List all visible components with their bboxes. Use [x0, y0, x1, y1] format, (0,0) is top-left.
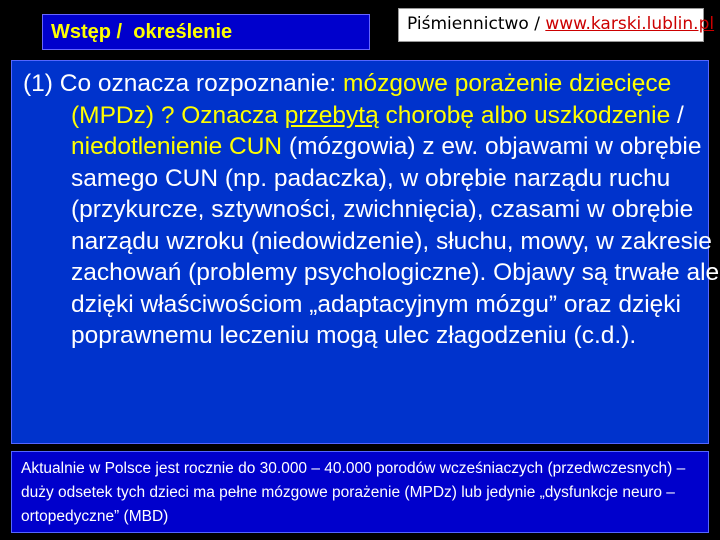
- text-separator: /: [670, 101, 684, 129]
- text-diagnosis: mózgowe porażenie dziecięce (MPDz) ? Oznacza: [71, 70, 672, 129]
- main-content-panel: [11, 60, 720, 444]
- text-hypoxia: niedotlenienie CUN: [71, 133, 283, 160]
- reference-box: [398, 8, 715, 42]
- text-intro: (1) Co oznacza rozpoznanie:: [23, 70, 344, 97]
- reference-line: [407, 14, 714, 34]
- text-description: (mózgowia) z ew. objawami w obrębie samego CUN (np. padaczka), w obrębie narządu ruchu (przykurcze, sztywności, zwichnięcia), czasami w obrębie narządu wzroku (niedowidzenie), słuchu, mowy, w zakresie zachowań (problemy psychologiczne). Objawy są trwałe ale dzięki właściwościom „adaptacyjnym mózgu” oraz dzięki poprawnemu leczeniu mogą ulec złagodzeniu (c.d.).: [71, 133, 720, 349]
- footnote-panel: [11, 451, 709, 533]
- slide-title: Wstęp / określenie: [51, 21, 233, 43]
- title-box: [42, 14, 370, 50]
- text-past-emphasis: przebytą: [284, 101, 379, 129]
- reference-prefix: Piśmiennictwo /: [407, 14, 546, 34]
- footnote-text: Aktualnie w Polsce jest rocznie do 30.000 – 40.000 porodów wcześniaczych (przedwczesnych) – duży odsetek tych dzieci ma pełne mózgowe porażenie (MPDz) lub jedynie „dysfunkcje neuro – ortopedyczne” (MBD): [21, 460, 686, 525]
- text-disease-or-damage: chorobę albo uszkodzenie: [378, 101, 671, 129]
- main-paragraph: [23, 68, 720, 352]
- reference-link[interactable]: www.karski.lublin.pl: [545, 14, 715, 34]
